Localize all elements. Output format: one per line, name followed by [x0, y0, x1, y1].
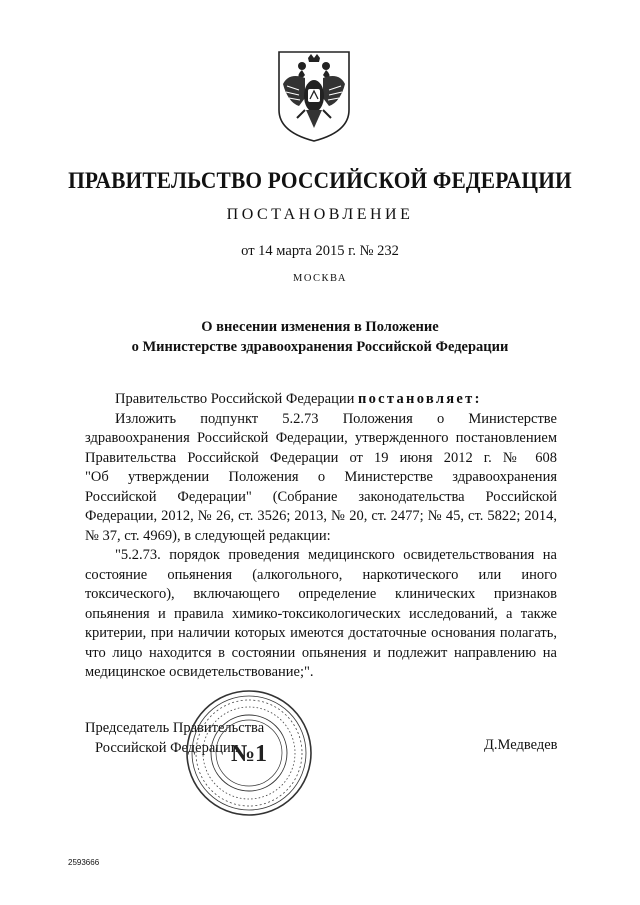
body-line: токсического), включающего определение клинических признаков [85, 586, 557, 602]
official-seal [183, 687, 315, 819]
position-line: Российской Федерации [95, 740, 239, 756]
intro-emphasis: постановляет: [357, 391, 482, 407]
seal-number: №1 [230, 741, 268, 767]
body-line: Российской Федерации" (Собрание законодательства Российской [85, 488, 557, 505]
body-line: Федерации, 2012, № 26, ст. 3526; 2013, № 20, ст. 2477; № 45, ст. 5822; 2014, [85, 508, 557, 524]
body-line: Правительства Российской Федерации от 19 июня 2012 г. № 608 [85, 449, 557, 466]
body-line: здравоохранения Российской Федерации, утвержденного постановлением [85, 430, 557, 446]
government-title: ПРАВИТЕЛЬСТВО РОССИЙСКОЙ ФЕДЕРАЦИИ [68, 168, 572, 193]
date-and-number: от 14 марта 2015 г. № 232 [241, 243, 399, 259]
body-line: № 37, ст. 4969), в следующей редакции: [85, 527, 331, 544]
body-line: медицинское освидетельствование;". [85, 664, 314, 680]
footer-document-number: 2593666 [68, 858, 100, 867]
body-line: Изложить подпункт 5.2.73 Положения о Министерстве [115, 410, 557, 427]
heading-line: О внесении изменения в Положение [201, 319, 439, 335]
body-line: что лицо находится в состоянии опьянения и подлежит направлению на [85, 644, 557, 661]
signatory-name: Д.Медведев [484, 737, 558, 753]
intro-text: Правительство Российской Федерации [115, 391, 355, 407]
position-line: Председатель Правительства [85, 720, 265, 736]
intro-line [85, 390, 557, 410]
body-line: "5.2.73. порядок проведения медицинского освидетельствования на [115, 547, 557, 563]
document-type: ПОСТАНОВЛЕНИЕ [226, 206, 414, 223]
document-body [85, 390, 557, 683]
document-heading [0, 317, 640, 357]
city: МОСКВА [293, 273, 347, 284]
body-line: критерии, при наличии которых имеются достаточные основания полагать, [85, 625, 557, 641]
body-line: опьянения и правила химико-токсикологических исследований, а также [85, 605, 557, 622]
body-line: состояние опьянения (алкогольного, наркотического или иного [85, 566, 557, 583]
heading-line: о Министерстве здравоохранения Российской Федерации [131, 339, 509, 355]
coat-of-arms-emblem [275, 48, 353, 144]
body-line: "Об утверждении Положения о Министерстве здравоохранения [85, 469, 557, 485]
